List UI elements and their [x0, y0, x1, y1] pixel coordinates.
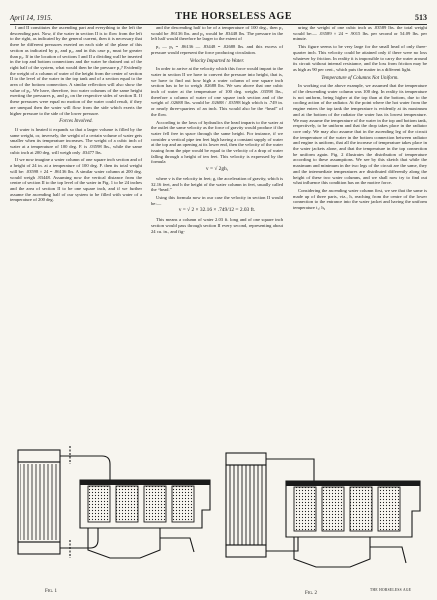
paragraph: uring the weight of one cubic inch as .03589 lbs. the total weight would be:— .03589 × 24 = .9015 lbs. per second or 54.09 lbs. per minute.: [293, 25, 427, 42]
journal-title: THE HORSELESS AGE: [175, 11, 293, 22]
section-heading-temperature: Temperature of Columns Not Uniform.: [321, 75, 399, 81]
paragraph: According to the laws of hydraulics the head imparts to the water at the outlet the same velocity as the force of gravity would produce if the water fell free in space through the same height. For instance, if we consider a vertical pipe ten feet high having a constant supply of water at the top and an opening at its lower end, then the velocity of the water issuing from the pipe would be equal to the velocity of a drop of water falling through a height of ten feet. This velocity is expressed by the formula: [151, 119, 283, 165]
paragraph: This figure seems to be very large for the small head of only three-quarter inch. This velocity could be attained only if there were no loss whatever by friction. In reality it is impossible to carry the water around its circuit without internal resistance, and the loss from friction may be as high as 90 per cent., which puts the matter in a different light.: [293, 44, 427, 72]
running-header: [10, 6, 427, 25]
paragraph: where v is the velocity in feet; g, the acceleration of gravity, which is 32.16 feet, and h the height of the water column in feet, usually called the “head.”: [151, 175, 283, 193]
paragraph: This means a column of water 2.03 ft. long and of one square inch section would pass through section II every second, representing about 24 cu. in., and fig-: [151, 217, 283, 234]
sump: [160, 538, 194, 552]
figure-2-drawing: [220, 447, 427, 587]
formula-velocity: v = √ 2gh,: [205, 166, 229, 173]
figure-1-drawing: [10, 440, 215, 590]
bottom-tank: [18, 542, 60, 554]
paragraph: and the descending half to be of a temperature of 100 deg., then p₁ would be .86136 lbs. and p₂ would be .83448 lbs. The pressure in the left half would therefore be larger to the extent of: [151, 25, 283, 42]
section-heading-forces: Forces Involved.: [59, 119, 93, 125]
paragraph: Considering the ascending water column first, we see that the same is made up of three parts, viz., h, reaching from the centre of the lower connection to the entrance into the water jacket and having the uniform temperature t₁; h₂: [293, 187, 427, 211]
top-tank: [18, 450, 60, 462]
page-number: 513: [415, 13, 427, 22]
figure-1-caption: Fig. 1: [45, 589, 58, 594]
text-column-3: [293, 25, 427, 213]
paragraph: p₁ — p₂ = .86136 — .83448 = .02688 lbs. and this excess of pressure would represent the force producing circulation.: [151, 44, 283, 55]
paragraph: In working out the above example, we assumed that the temperature of the descending water column was 100 deg. In reality its temperature is not uniform, being higher at the top than at the bottom, due to the cooling action of the radiator. At the point where the hot water from the engine enters the top tank the temperature is evidently at its maximum and at the bottom of the radiator the water has its lowest temperature. We may assume the temperature of the water in the top and bottom tank, respectively, to be uniform and that the drop takes place in the radiator core only. We may also assume that in the ascending leg of the circuit the temperature of the water in the bottom connection between radiator and engine is uniform, that all the increase of temperature takes place in the water jackets alone, and that the temperature in the top connection be uniform again. Fig. 2 illustrates the distribution of temperature according to these assumptions. We see by this sketch that while the maximum and minimum in the two legs of the circuit are the same, they and the intermediate temperatures are distributed differently along the height of these two water columns, and we shall now try to find out what influence this condition has on the motive force.: [293, 83, 427, 186]
paragraph: If water is heated it expands so that a larger volume is filled by the same weight, or, inversely, the weight of a certain volume of water gets smaller when its temperature increases. The weight of a cubic inch of water at a temperature of 100 deg. F. is .03598 lbs., while the same cubic inch at 200 deg. will weigh only .03477 lbs.: [10, 126, 142, 155]
figure-1: [10, 440, 215, 590]
bottom-connection: [60, 528, 98, 548]
crankcase: [88, 528, 160, 558]
paragraph: Using this formula now in our case the velocity in section II would be:—: [151, 194, 283, 206]
top-connection: [60, 456, 110, 480]
issue-date: April 14, 1915.: [10, 14, 53, 22]
text-column-1: [10, 25, 142, 205]
paragraph: If we now imagine a water column of one square inch section and of a height of 24 in. at a temperature of 100 deg. F. then its total weight will be: .03598 × 24 = .86136 lbs. A similar water column at 200 deg. would weigh .83448. Assuming now the vertical distance from the centre of section II to the top level of the water in Fig. 1 to be 24 inches and the area of section II to be one square inch, and if we further assume the ascending half of our system to be filled with water of a temperature of 200 deg.: [10, 157, 142, 203]
figure-credit: THE HORSELESS AGE: [370, 588, 412, 592]
formula-velocity-computed: v = √ 2 × 32.16 × .749/12 = 2.03 ft.: [178, 207, 256, 214]
text-column-2: [151, 25, 283, 236]
figure-2-caption: Fig. 2: [305, 591, 318, 596]
paragraph: I and II constitutes the ascending part and everything to the left the descending part. Now, if the water in section II is to flow from the left to the right, as indicated by the general current, then it is necessary that there be different pressures exerted on each side of the plane of this section as indicated by p₁ and p₂, and in this case p₁ must be greater than p₂. If in the location of sections I and II a dividing wall be inserted in the top and bottom connections and the water be drained out of the right half of the system, what would then be the pressure p₁? Evidently the weight of a column of water of the height from the center of section II to the level of the water in the top tank and of a section equal to the area of the bottom connection. A similar reflection will also show the value of p₂. We have, therefore, two water columns of the same height exerting the pressures p₁ and p₂ on the respective sides of section II. If these pressures were equal no motion of the water could result, if they are unequal then the water will flow from the side which exerts the higher pressure to the side of the lower pressure.: [10, 25, 142, 116]
section-heading-velocity: Velocity Imparted to Water.: [189, 58, 245, 64]
figure-2: [220, 447, 427, 587]
paragraph: In order to arrive at the velocity which this force would impart to the water in section II we have to convert the pressure into height, that is, we have to find out how high a water column of one square inch section has to be to weigh .02688 lbs. We saw above that one cubic inch of water at the temperature of 100 deg. weighs .03598 lbs., therefore a column of water of one square inch section and of the weight of .02688 lbs. would be .02688 / .03598 high which is .749 in. or nearly three-quarters of an inch. This would also be the “head” of the flow.: [151, 66, 283, 117]
